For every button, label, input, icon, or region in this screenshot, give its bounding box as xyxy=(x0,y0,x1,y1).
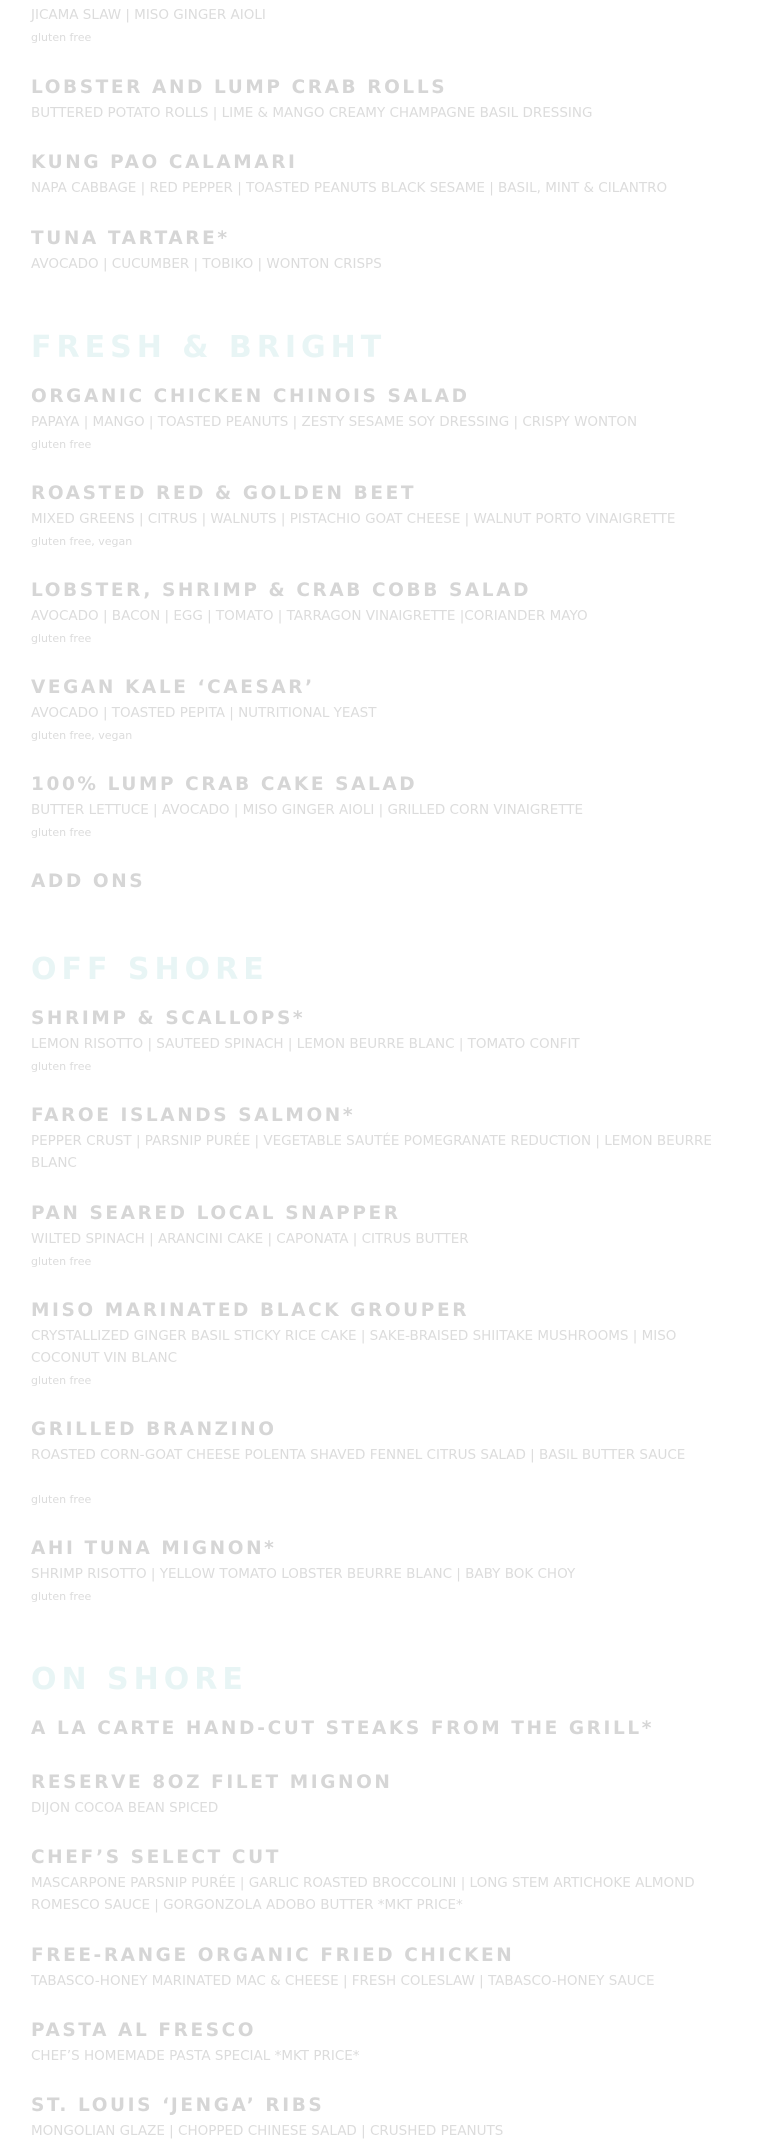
menu-item-description: MONGOLIAN GLAZE | CHOPPED CHINESE SALAD | CRUSHED PEANUTS xyxy=(31,2123,504,2139)
menu-item-title: PASTA AL FRESCO xyxy=(31,2020,257,2041)
menu-item-dietary-note: gluten free xyxy=(31,1060,92,1073)
menu-item-description: AVOCADO | CUCUMBER | TOBIKO | WONTON CRISPS xyxy=(31,256,382,272)
section-title-off-shore: OFF SHORE xyxy=(31,952,269,987)
menu-item-description: PAPAYA | MANGO | TOASTED PEANUTS | ZESTY SESAME SOY DRESSING | CRISPY WONTON xyxy=(31,414,638,430)
menu-item-title: A LA CARTE HAND-CUT STEAKS FROM THE GRILL* xyxy=(31,1718,655,1739)
menu-item-title: ST. LOUIS ‘JENGA’ RIBS xyxy=(31,2095,325,2116)
menu-item-dietary-note: gluten free xyxy=(31,632,92,645)
menu-item-dietary-note: gluten free xyxy=(31,1374,92,1387)
menu-item-dietary-note: gluten free, vegan xyxy=(31,535,133,548)
menu-item-dietary-note: gluten free xyxy=(31,31,92,44)
menu-item-dietary-note: gluten free, vegan xyxy=(31,729,133,742)
menu-item-description: CRYSTALLIZED GINGER BASIL STICKY RICE CAKE | SAKE-BRAISED SHIITAKE MUSHROOMS | MISO COCONUT VIN BLANC xyxy=(31,1328,677,1366)
menu-item-description: MASCARPONE PARSNIP PURÉE | GARLIC ROASTED BROCCOLINI | LONG STEM ARTICHOKE ALMOND ROMESCO SAUCE | GORGONZOLA ADOBO BUTTER *MKT PRICE* xyxy=(31,1875,695,1913)
section-title-on-shore: ON SHORE xyxy=(31,1662,248,1697)
menu-item-dietary-note: gluten free xyxy=(31,1590,92,1603)
menu-item-title: KUNG PAO CALAMARI xyxy=(31,152,298,173)
menu-item-title: ROASTED RED & GOLDEN BEET xyxy=(31,483,417,504)
menu-item-title: TUNA TARTARE* xyxy=(31,228,230,249)
menu-item-description: MIXED GREENS | CITRUS | WALNUTS | PISTACHIO GOAT CHEESE | WALNUT PORTO VINAIGRETTE xyxy=(31,511,676,527)
menu-item-title: MISO MARINATED BLACK GROUPER xyxy=(31,1300,470,1321)
menu-item-dietary-note: gluten free xyxy=(31,1493,92,1506)
menu-item-title: VEGAN KALE ‘CAESAR’ xyxy=(31,677,315,698)
menu-item-title: CHEF’S SELECT CUT xyxy=(31,1847,281,1868)
section-title-fresh-bright: FRESH & BRIGHT xyxy=(31,330,387,365)
menu-item-title: ORGANIC CHICKEN CHINOIS SALAD xyxy=(31,386,470,407)
menu-item-description: PEPPER CRUST | PARSNIP PURÉE | VEGETABLE SAUTÉE POMEGRANATE REDUCTION | LEMON BEURRE BLANC xyxy=(31,1133,712,1171)
menu-item-description: AVOCADO | TOASTED PEPITA | NUTRITIONAL YEAST xyxy=(31,705,377,721)
menu-item-title: FREE-RANGE ORGANIC FRIED CHICKEN xyxy=(31,1945,515,1966)
menu-item-description: WILTED SPINACH | ARANCINI CAKE | CAPONATA | CITRUS BUTTER xyxy=(31,1231,469,1247)
menu-item-title: FAROE ISLANDS SALMON* xyxy=(31,1105,356,1126)
menu-item-description: ROASTED CORN-GOAT CHEESE POLENTA SHAVED FENNEL CITRUS SALAD | BASIL BUTTER SAUCE xyxy=(31,1447,686,1463)
menu-item-description: BUTTERED POTATO ROLLS | LIME & MANGO CREAMY CHAMPAGNE BASIL DRESSING xyxy=(31,105,593,121)
menu-item-dietary-note: gluten free xyxy=(31,1255,92,1268)
menu-item-description: LEMON RISOTTO | SAUTEED SPINACH | LEMON BEURRE BLANC | TOMATO CONFIT xyxy=(31,1036,580,1052)
menu-item-description: TABASCO-HONEY MARINATED MAC & CHEESE | FRESH COLESLAW | TABASCO-HONEY SAUCE xyxy=(31,1973,655,1989)
menu-item-description: BUTTER LETTUCE | AVOCADO | MISO GINGER AIOLI | GRILLED CORN VINAIGRETTE xyxy=(31,802,584,818)
menu-item-description: JICAMA SLAW | MISO GINGER AIOLI xyxy=(31,7,266,23)
menu-item-description: SHRIMP RISOTTO | YELLOW TOMATO LOBSTER BEURRE BLANC | BABY BOK CHOY xyxy=(31,1566,576,1582)
menu-item-description: DIJON COCOA BEAN SPICED xyxy=(31,1800,219,1816)
menu-item-description: CHEF’S HOMEMADE PASTA SPECIAL *MKT PRICE* xyxy=(31,2048,360,2064)
menu-item-title: RESERVE 8OZ FILET MIGNON xyxy=(31,1772,393,1793)
menu-item-dietary-note: gluten free xyxy=(31,826,92,839)
menu-item-title: LOBSTER, SHRIMP & CRAB COBB SALAD xyxy=(31,580,532,601)
menu-item-title: ADD ONS xyxy=(31,871,146,892)
menu-item-description: AVOCADO | BACON | EGG | TOMATO | TARRAGON VINAIGRETTE |CORIANDER MAYO xyxy=(31,608,588,624)
menu-item-dietary-note: gluten free xyxy=(31,438,92,451)
menu-item-title: GRILLED BRANZINO xyxy=(31,1419,277,1440)
menu-item-title: LOBSTER AND LUMP CRAB ROLLS xyxy=(31,77,448,98)
menu-item-title: PAN SEARED LOCAL SNAPPER xyxy=(31,1203,401,1224)
menu-item-title: 100% LUMP CRAB CAKE SALAD xyxy=(31,774,418,795)
menu-item-title: AHI TUNA MIGNON* xyxy=(31,1538,277,1559)
menu-item-title: SHRIMP & SCALLOPS* xyxy=(31,1008,306,1029)
menu-item-description: NAPA CABBAGE | RED PEPPER | TOASTED PEANUTS BLACK SESAME | BASIL, MINT & CILANTRO xyxy=(31,180,668,196)
